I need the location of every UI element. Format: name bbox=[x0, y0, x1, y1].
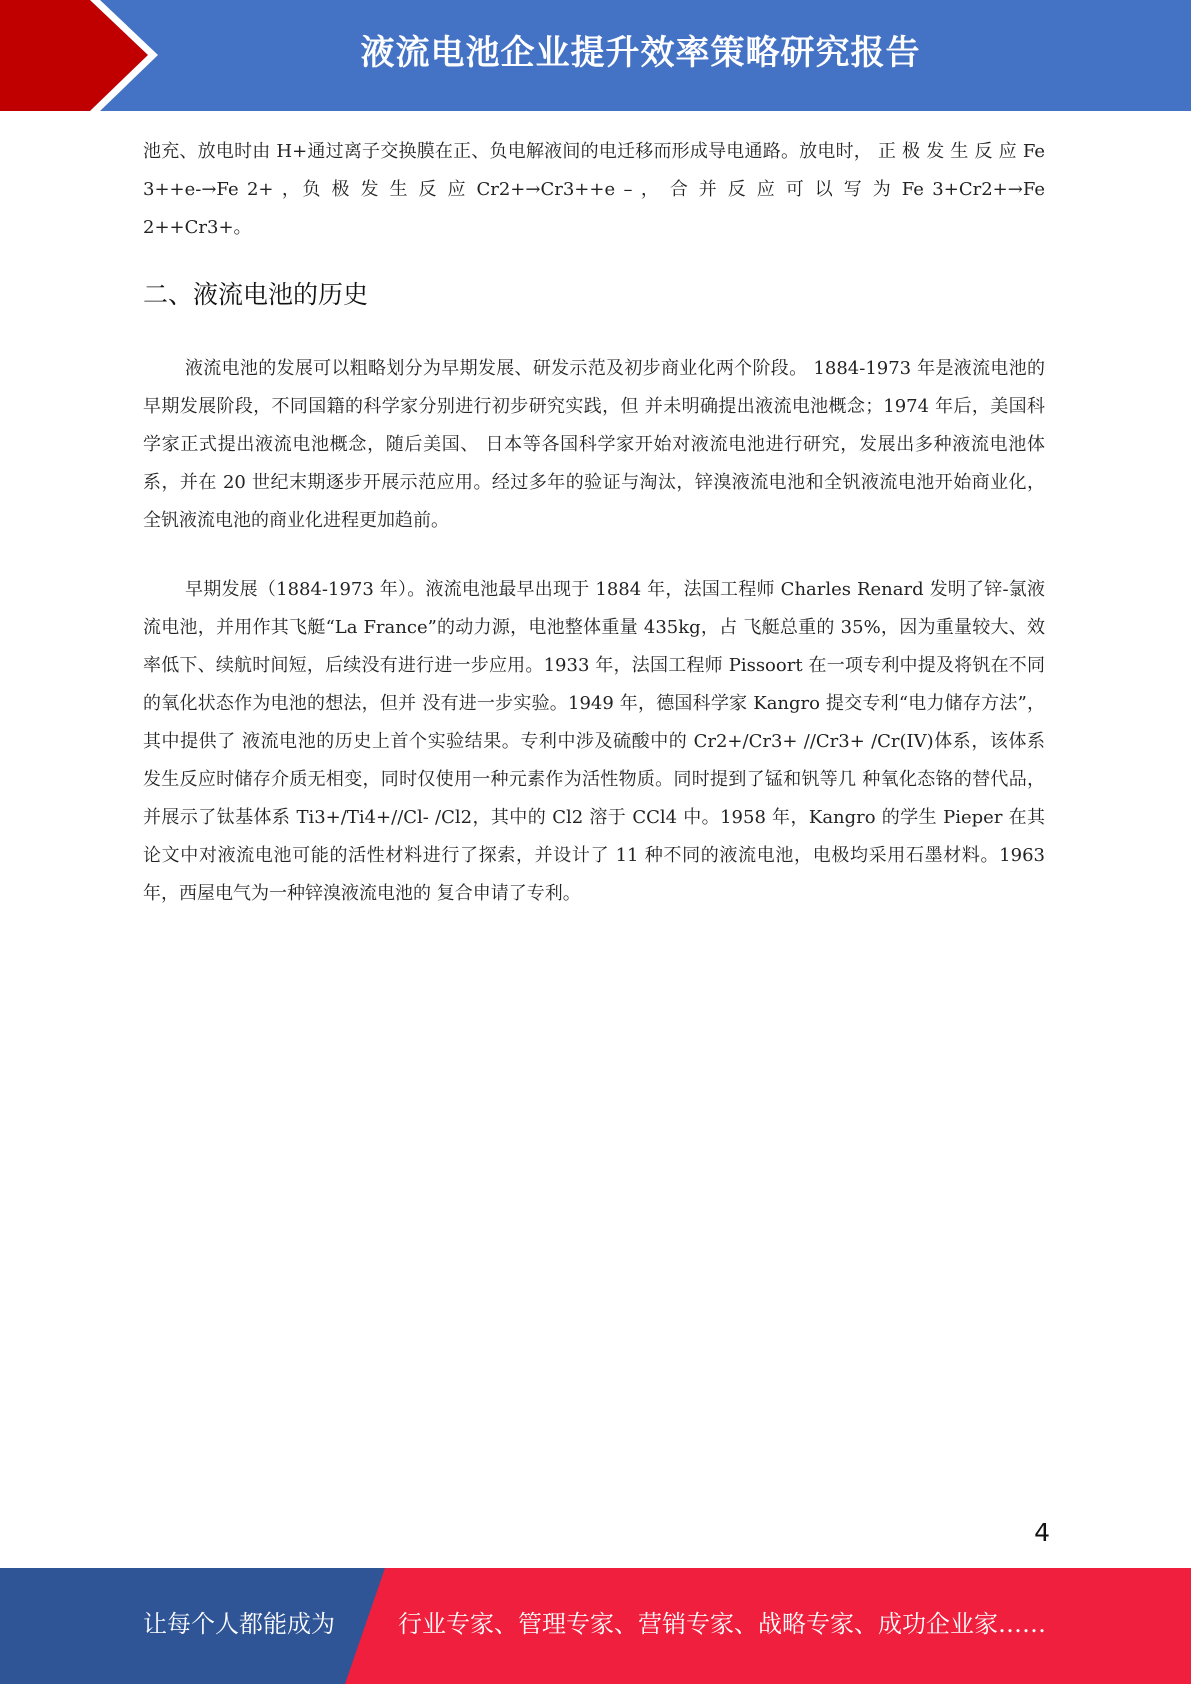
section-heading: 二、液流电池的历史 bbox=[143, 280, 369, 309]
page-number: 4 bbox=[1034, 1518, 1050, 1547]
footer-slogan-left: 让每个人都能成为 bbox=[143, 1610, 335, 1638]
page-header bbox=[0, 0, 1191, 111]
report-title: 液流电池企业提升效率策略研究报告 bbox=[360, 33, 921, 73]
paragraph-text: 池充、放电时由 H+通过离子交换膜在正、负电解液间的电迁移而形成导电通路。放电时， 正 极 发 生 反 应 Fe 3++e-→Fe 2+ ，负 极 发 生 反 应 Cr2+→Cr3++e – ， 合 并 反 应 可 以 写 为 Fe 3+Cr2+→Fe 2++Cr3+。 bbox=[143, 141, 1045, 238]
paragraph-early-development bbox=[143, 571, 1045, 913]
paragraph-text: 早期发展（1884-1973 年）。液流电池最早出现于 1884 年，法国工程师 Charles Renard 发明了锌-氯液流电池，并用作其飞艇“La France”的动力源，电池整体重量 435kg，占 飞艇总重的 35%，因为重量较大、效率低下、续航时间短，后续没有进行进一步应用。1933 年，法国工程师 Pissoort 在一项专利中提及将钒在不同的氧化状态作为电池的想法，但并 没有进一步实验。1949 年，德国科学家 Kangro 提交专利“电力储存方法”，其中提供了 液流电池的历史上首个实验结果。专利中涉及硫酸中的 Cr2+/Cr3+ //Cr3+ /Cr(IV)体系，该体系 发生反应时储存介质无相变，同时仅使用一种元素作为活性物质。同时提到了锰和钒等几 种氧化态铬的替代品，并展示了钛基体系 Ti3+/Ti4+//Cl- /Cl2，其中的 Cl2 溶于 CCl4 中。1958 年，Kangro 的学生 Pieper 在其论文中对液流电池可能的活性材料进行了探索，并设计了 11 种不同的液流电池，电极均采用石墨材料。1963 年，西屋电气为一种锌溴液流电池的 复合申请了专利。 bbox=[143, 579, 1045, 904]
paragraph-history-overview bbox=[143, 350, 1045, 540]
paragraph-text: 液流电池的发展可以粗略划分为早期发展、研发示范及初步商业化两个阶段。 1884-1973 年是液流电池的早期发展阶段，不同国籍的科学家分别进行初步研究实践，但 并未明确提出液流电池概念；1974 年后，美国科学家正式提出液流电池概念，随后美国、 日本等各国科学家开始对液流电池进行研究，发展出多种液流电池体系，并在 20 世纪末期逐步开展示范应用。经过多年的验证与淘汰，锌溴液流电池和全钒液流电池开始商业化， 全钒液流电池的商业化进程更加趋前。 bbox=[143, 358, 1045, 531]
page-footer bbox=[0, 1568, 1191, 1684]
footer-slogan-right: 行业专家、管理专家、营销专家、战略专家、成功企业家…… bbox=[398, 1610, 1046, 1638]
paragraph-reaction bbox=[143, 133, 1045, 247]
